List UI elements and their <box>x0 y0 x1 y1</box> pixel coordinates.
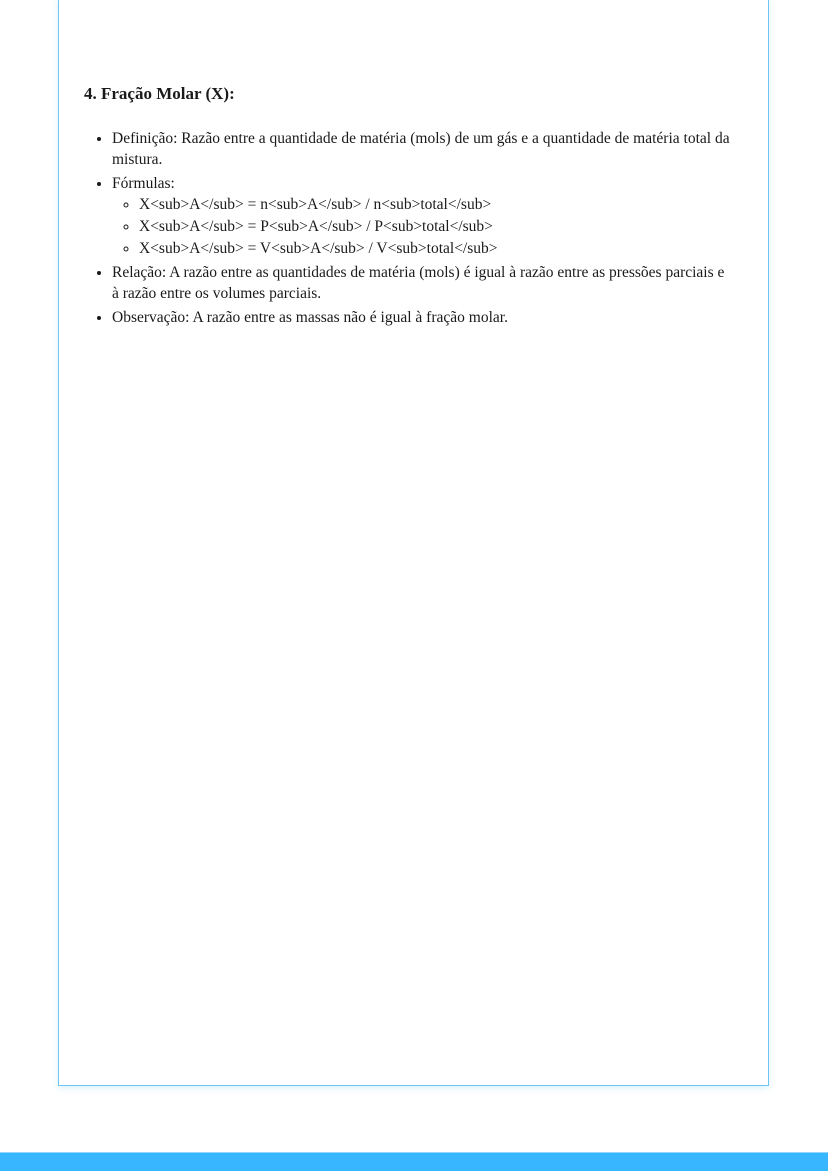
formula-item: ◦ X<sub>A</sub> = V<sub>A</sub> / V<sub>total</sub> <box>139 238 732 259</box>
list-item-observation: • Observação: A razão entre as massas não é igual à fração molar. <box>112 307 732 328</box>
formula-list <box>112 194 732 259</box>
list-item-definition: • Definição: Razão entre a quantidade de matéria (mols) de um gás e a quantidade de matéria total da mistura. <box>112 128 732 170</box>
formula-item: ◦ X<sub>A</sub> = P<sub>A</sub> / P<sub>total</sub> <box>139 216 732 237</box>
bullet-list <box>90 128 732 331</box>
formulas-label: Fórmulas: <box>112 175 175 192</box>
list-item-relation: • Relação: A razão entre as quantidades de matéria (mols) é igual à razão entre as pressões parciais e à razão entre os volumes parciais. <box>112 262 732 304</box>
footer-bar <box>0 1152 828 1171</box>
list-item-formulas <box>112 173 732 259</box>
formula-item: ◦ X<sub>A</sub> = n<sub>A</sub> / n<sub>total</sub> <box>139 194 732 215</box>
section-heading: 4. Fração Molar (X): <box>84 84 235 103</box>
